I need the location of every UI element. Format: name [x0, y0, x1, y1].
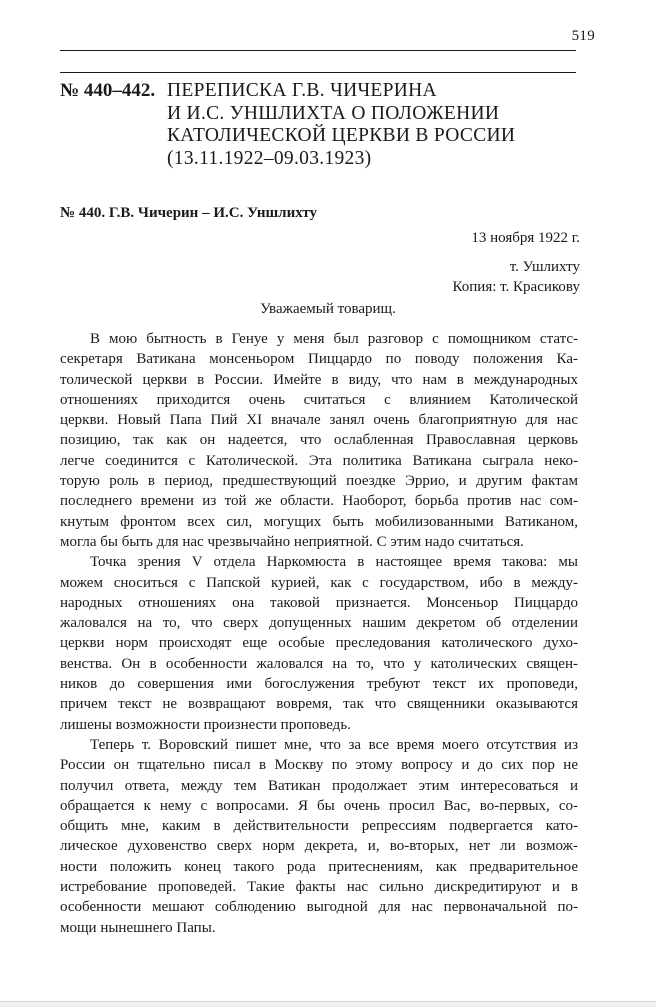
section-title-line: И И.С. УНШЛИХТА О ПОЛОЖЕНИИ — [167, 102, 500, 124]
section-number: № 440–442. — [60, 80, 156, 101]
text-line: Точка зрения V отдела Наркомюста в настоящее время такова: мы — [90, 554, 578, 571]
header-rule — [60, 50, 576, 51]
section-rule — [60, 72, 576, 73]
section-title — [167, 80, 515, 170]
letter-body — [60, 329, 578, 938]
paragraph — [60, 329, 578, 552]
text-line: народных отношениях она таковой признается. Монсеньор Пиццардо — [60, 594, 578, 611]
text-line: России он тщательно писал в Москву по этому вопросу и до сих пор не — [60, 757, 578, 774]
text-line: толической церкви в России. Имейте в виду, что нам в международных — [60, 371, 578, 388]
text-line: отношениях приходится очень считаться с влиянием Католической — [60, 391, 578, 408]
document-heading: № 440. Г.В. Чичерин – И.С. Уншлихту — [60, 205, 318, 221]
text-line: обращается к нему с вопросами. Я бы очень просил Вас, во-первых, со- — [60, 797, 578, 814]
text-line: секретаря Ватикана монсеньором Пиццардо по поводу положения Ка- — [60, 351, 578, 368]
text-line: могла бы быть для нас чрезвычайно неприятной. С этим надо считаться. — [60, 533, 524, 550]
page-number: 519 — [571, 28, 595, 44]
section-title-line: КАТОЛИЧЕСКОЙ ЦЕРКВИ В РОССИИ — [167, 125, 516, 146]
text-line: можем сноситься с Папской курией, как с государством, ибо в между- — [60, 574, 578, 591]
text-line: получил ответа, между тем Ватикан продолжает этим интересоваться и — [60, 777, 578, 794]
text-line: церкви. Новый Папа Пий XI вначале занял очень благоприятную для нас — [60, 412, 578, 429]
text-line: истребование проповедей. Такие факты нас сильно дискредитируют и в — [60, 879, 578, 896]
copy-recipient: Копия: т. Красикову — [452, 279, 580, 295]
text-line: особенности мешают соблюдению выгодной для нас первоначальной по- — [60, 899, 578, 916]
text-line: церкви норм происходят еще особые преследования католического духо- — [60, 635, 578, 652]
text-line: общить мне, каким в действительности репрессиям подвергается като- — [60, 818, 578, 835]
text-line: кнутым фронтом всех сил, могущих быть мобилизованными Ватиканом, — [60, 513, 578, 530]
section-title-dates: (13.11.1922–09.03.1923) — [167, 147, 372, 169]
text-line: ников до совершения ими богослужения требуют текст их проповеди, — [60, 676, 578, 693]
paragraph — [60, 735, 578, 938]
text-line: торую роль в период, предшествующий поездке Эррио, и другим фактам — [60, 473, 578, 490]
addressee: т. Ушлихту — [509, 259, 580, 275]
page-bottom-edge — [0, 1001, 656, 1007]
salutation: Уважаемый товарищ. — [260, 301, 396, 317]
text-line: лическое духовенство сверх норм декрета, и, во-вторых, нет ли возмож- — [60, 838, 578, 855]
text-line: мощи нынешнего Папы. — [60, 919, 216, 936]
text-line: ности положить конец такого рода притеснениям, как предварительное — [60, 858, 578, 875]
text-line: легче соединится с Католической. Эта политика Ватикана сыграла неко- — [60, 452, 578, 469]
text-line: жаловался на то, что сверх допущенных нашим декретом об отделении — [60, 615, 578, 632]
text-line: последнего времени из той же области. Наоборот, борьба против нас сом- — [60, 493, 578, 510]
section-title-line: ПЕРЕПИСКА Г.В. ЧИЧЕРИНА — [167, 80, 437, 101]
paragraph — [60, 552, 578, 735]
text-line: Теперь т. Воровский пишет мне, что за все время моего отсутствия из — [90, 736, 578, 753]
text-line: венства. Он в особенности жаловался на то, что у католических священ- — [60, 655, 578, 672]
text-line: В мою бытность в Генуе у меня был разговор с помощником статс- — [90, 331, 578, 347]
text-line: позицию, так как он надеется, что ослабленная Православная церковь — [60, 432, 578, 449]
document-date: 13 ноября 1922 г. — [471, 230, 580, 246]
text-line: лишены возможности произнести проповедь. — [60, 716, 351, 733]
text-line: причем текст не возвращают вовремя, так что священники оказываются — [60, 696, 578, 713]
